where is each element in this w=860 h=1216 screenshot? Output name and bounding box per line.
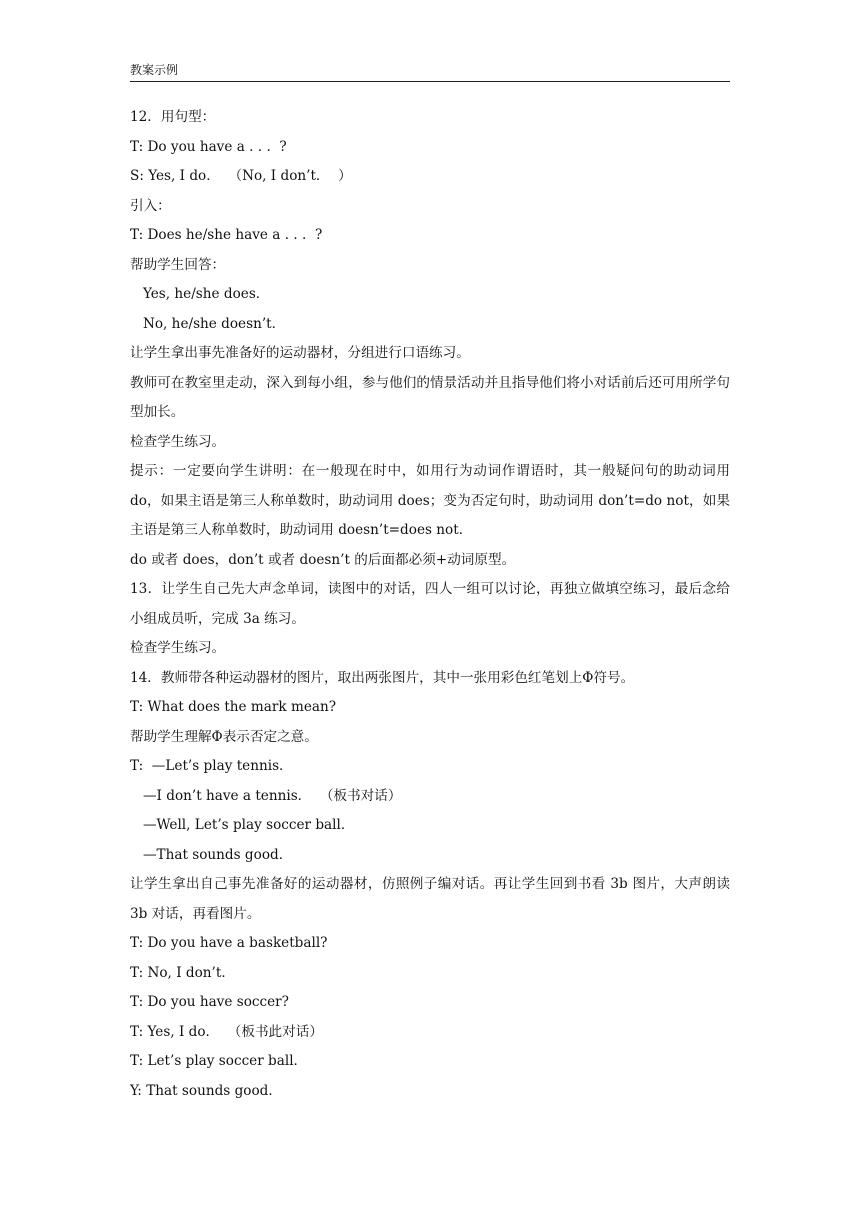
dialogue-line: —That sounds good．: [130, 846, 293, 863]
dialogue-line: T: Does he/she have a . . . ?: [130, 227, 323, 243]
section-13-paragraph: 13．让学生自己先大声念单词，读图中的对话，四人一组可以讨论，再独立做填空练习，最后念给小组成员听，完成 3a 练习。: [130, 581, 730, 627]
dialogue-line: T: —Let’s play tennis．: [130, 758, 293, 774]
dialogue-line: T: Do you have soccer?: [130, 994, 289, 1010]
instruction-paragraph: 让学生拿出自己事先准备好的运动器材，仿照例子编对话。再让学生回到书看 3b 图片，大声朗读 3b 对话，再看图片。: [130, 876, 730, 922]
dialogue-line: T: No, I don’t．: [130, 964, 235, 981]
instruction-line: 检查学生练习。: [130, 433, 226, 450]
dialogue-line: S: Yes, I do． （No, I don’t． ）: [130, 168, 352, 184]
grammar-note: do 或者 does，don’t 或者 doesn’t 的后面都必须+动词原型。: [130, 551, 516, 568]
dialogue-line: T: Do you have a . . . ?: [130, 138, 287, 155]
section-12-heading: 12．用句型：: [130, 109, 216, 125]
dialogue-line: T: Let’s play soccer ball．: [130, 1053, 308, 1069]
instruction-paragraph: 教师可在教室里走动，深入到每小组，参与他们的情景活动并且指导他们将小对话前后还可用所学句型加长。: [130, 374, 730, 420]
header-title: 教案示例: [130, 63, 179, 77]
dialogue-line: —I don’t have a tennis． （板书对话）: [130, 787, 402, 804]
dialogue-line: T: Yes, I do． （板书此对话）: [130, 1023, 323, 1040]
instruction-line: 帮助学生理解Φ表示否定之意。: [130, 728, 318, 745]
instruction-line: 检查学生练习。: [130, 640, 226, 656]
tip-paragraph: 提示：一定要向学生讲明：在一般现在时中，如用行为动词作谓语时，其一般疑问句的助动词用 do，如果主语是第三人称单数时，助动词用 does；变为否定句时，助动词用 don’t=do not，如果主语是第三人称单数时，助动词用 doesn’t=does not．: [130, 463, 730, 538]
section-14-heading: 14．教师带各种运动器材的图片，取出两张图片，其中一张用彩色红笔划上Φ符号。: [130, 669, 635, 686]
dialogue-line: T: What does the mark mean?: [130, 699, 337, 715]
dialogue-line: Y: That sounds good．: [130, 1082, 282, 1099]
instruction-line: 让学生拿出事先准备好的运动器材，分组进行口语练习。: [130, 345, 470, 361]
document-body: [130, 103, 730, 1106]
dialogue-line: —Well, Let’s play soccer ball．: [130, 817, 355, 833]
instruction-line: 引入：: [130, 197, 171, 214]
instruction-line: 帮助学生回答：: [130, 256, 226, 273]
page-header: [130, 61, 730, 82]
answer-line: Yes, he/she does．: [130, 286, 270, 302]
answer-line: No, he/she doesn’t．: [130, 315, 286, 332]
dialogue-line: T: Do you have a basketball?: [130, 935, 328, 951]
